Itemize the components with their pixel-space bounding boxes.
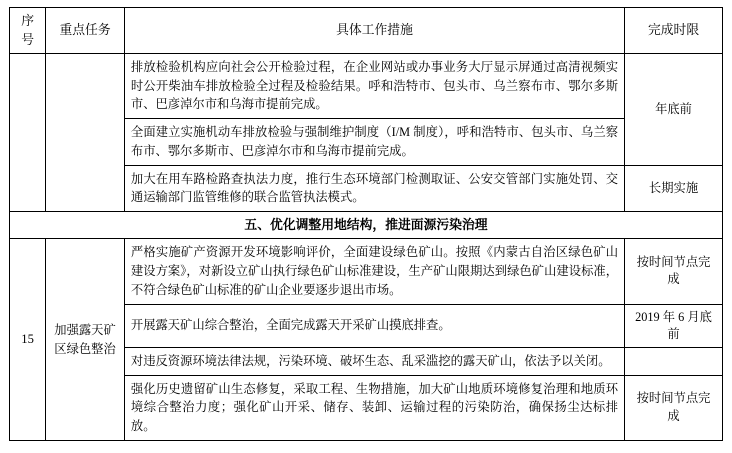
header-cell-measure: 具体工作措施 [124, 8, 624, 54]
table-row [10, 54, 723, 119]
header-cell-task: 重点任务 [46, 8, 125, 54]
row-deadline-cell: 2019 年 6 月底前 [625, 304, 723, 347]
row-deadline-cell: 按时间节点完成 [625, 239, 723, 304]
row-measure-cell: 对违反资源环境法律法规，污染环境、破坏生态、乱采滥挖的露天矿山，依法予以关闭。 [124, 347, 624, 375]
header-cell-no: 序号 [10, 8, 46, 54]
header-cell-deadline: 完成时限 [625, 8, 723, 54]
row-measure-cell: 严格实施矿产资源开发环境影响评价，全面建设绿色矿山。按照《内蒙古自治区绿色矿山建设方案》，对新设立矿山执行绿色矿山标准建设，生产矿山限期达到绿色矿山建设标准，不符合绿色矿山标准的矿山企业要逐步退出市场。 [124, 239, 624, 304]
section-heading-cell: 五、优化调整用地结构，推进面源污染治理 [10, 211, 723, 239]
table-header-row [10, 8, 723, 54]
row-measure-cell: 强化历史遗留矿山生态修复，采取工程、生物措施，加大矿山地质环境修复治理和地质环境综合整治力度；强化矿山开采、储存、装卸、运输过程的污染防治，确保扬尘达标排放。 [124, 375, 624, 440]
row-number-cell: 15 [10, 239, 46, 440]
table-header [10, 8, 723, 54]
table-body [10, 54, 723, 441]
table-row [10, 239, 723, 304]
row-deadline-cell: 长期实施 [625, 165, 723, 211]
row-measure-cell: 开展露天矿山综合整治，全面完成露天开采矿山摸底排查。 [124, 304, 624, 347]
row-number-cell [10, 54, 46, 212]
row-deadline-cell: 年底前 [625, 54, 723, 165]
work-measures-table [9, 7, 723, 441]
section-heading-row [10, 211, 723, 239]
row-measure-cell: 全面建立实施机动车排放检验与强制维护制度（I/M 制度），呼和浩特市、包头市、乌兰察布市、鄂尔多斯市、巴彦淖尔市和乌海市提前完成。 [124, 119, 624, 165]
row-task-cell: 加强露天矿区绿色整治 [46, 239, 125, 440]
row-measure-cell: 加大在用车路检路查执法力度，推行生态环境部门检测取证、公安交管部门实施处罚、交通运输部门监管维修的联合监管执法模式。 [124, 165, 624, 211]
row-task-cell [46, 54, 125, 212]
row-deadline-cell [625, 347, 723, 375]
row-measure-cell: 排放检验机构应向社会公开检验过程，在企业网站或办事业务大厅显示屏通过高清视频实时公开柴油车排放检验全过程及检验结果。呼和浩特市、包头市、乌兰察布市、鄂尔多斯市、巴彦淖尔市和乌海市提前完成。 [124, 54, 624, 119]
document-page [0, 7, 732, 453]
row-deadline-cell: 按时间节点完成 [625, 375, 723, 440]
